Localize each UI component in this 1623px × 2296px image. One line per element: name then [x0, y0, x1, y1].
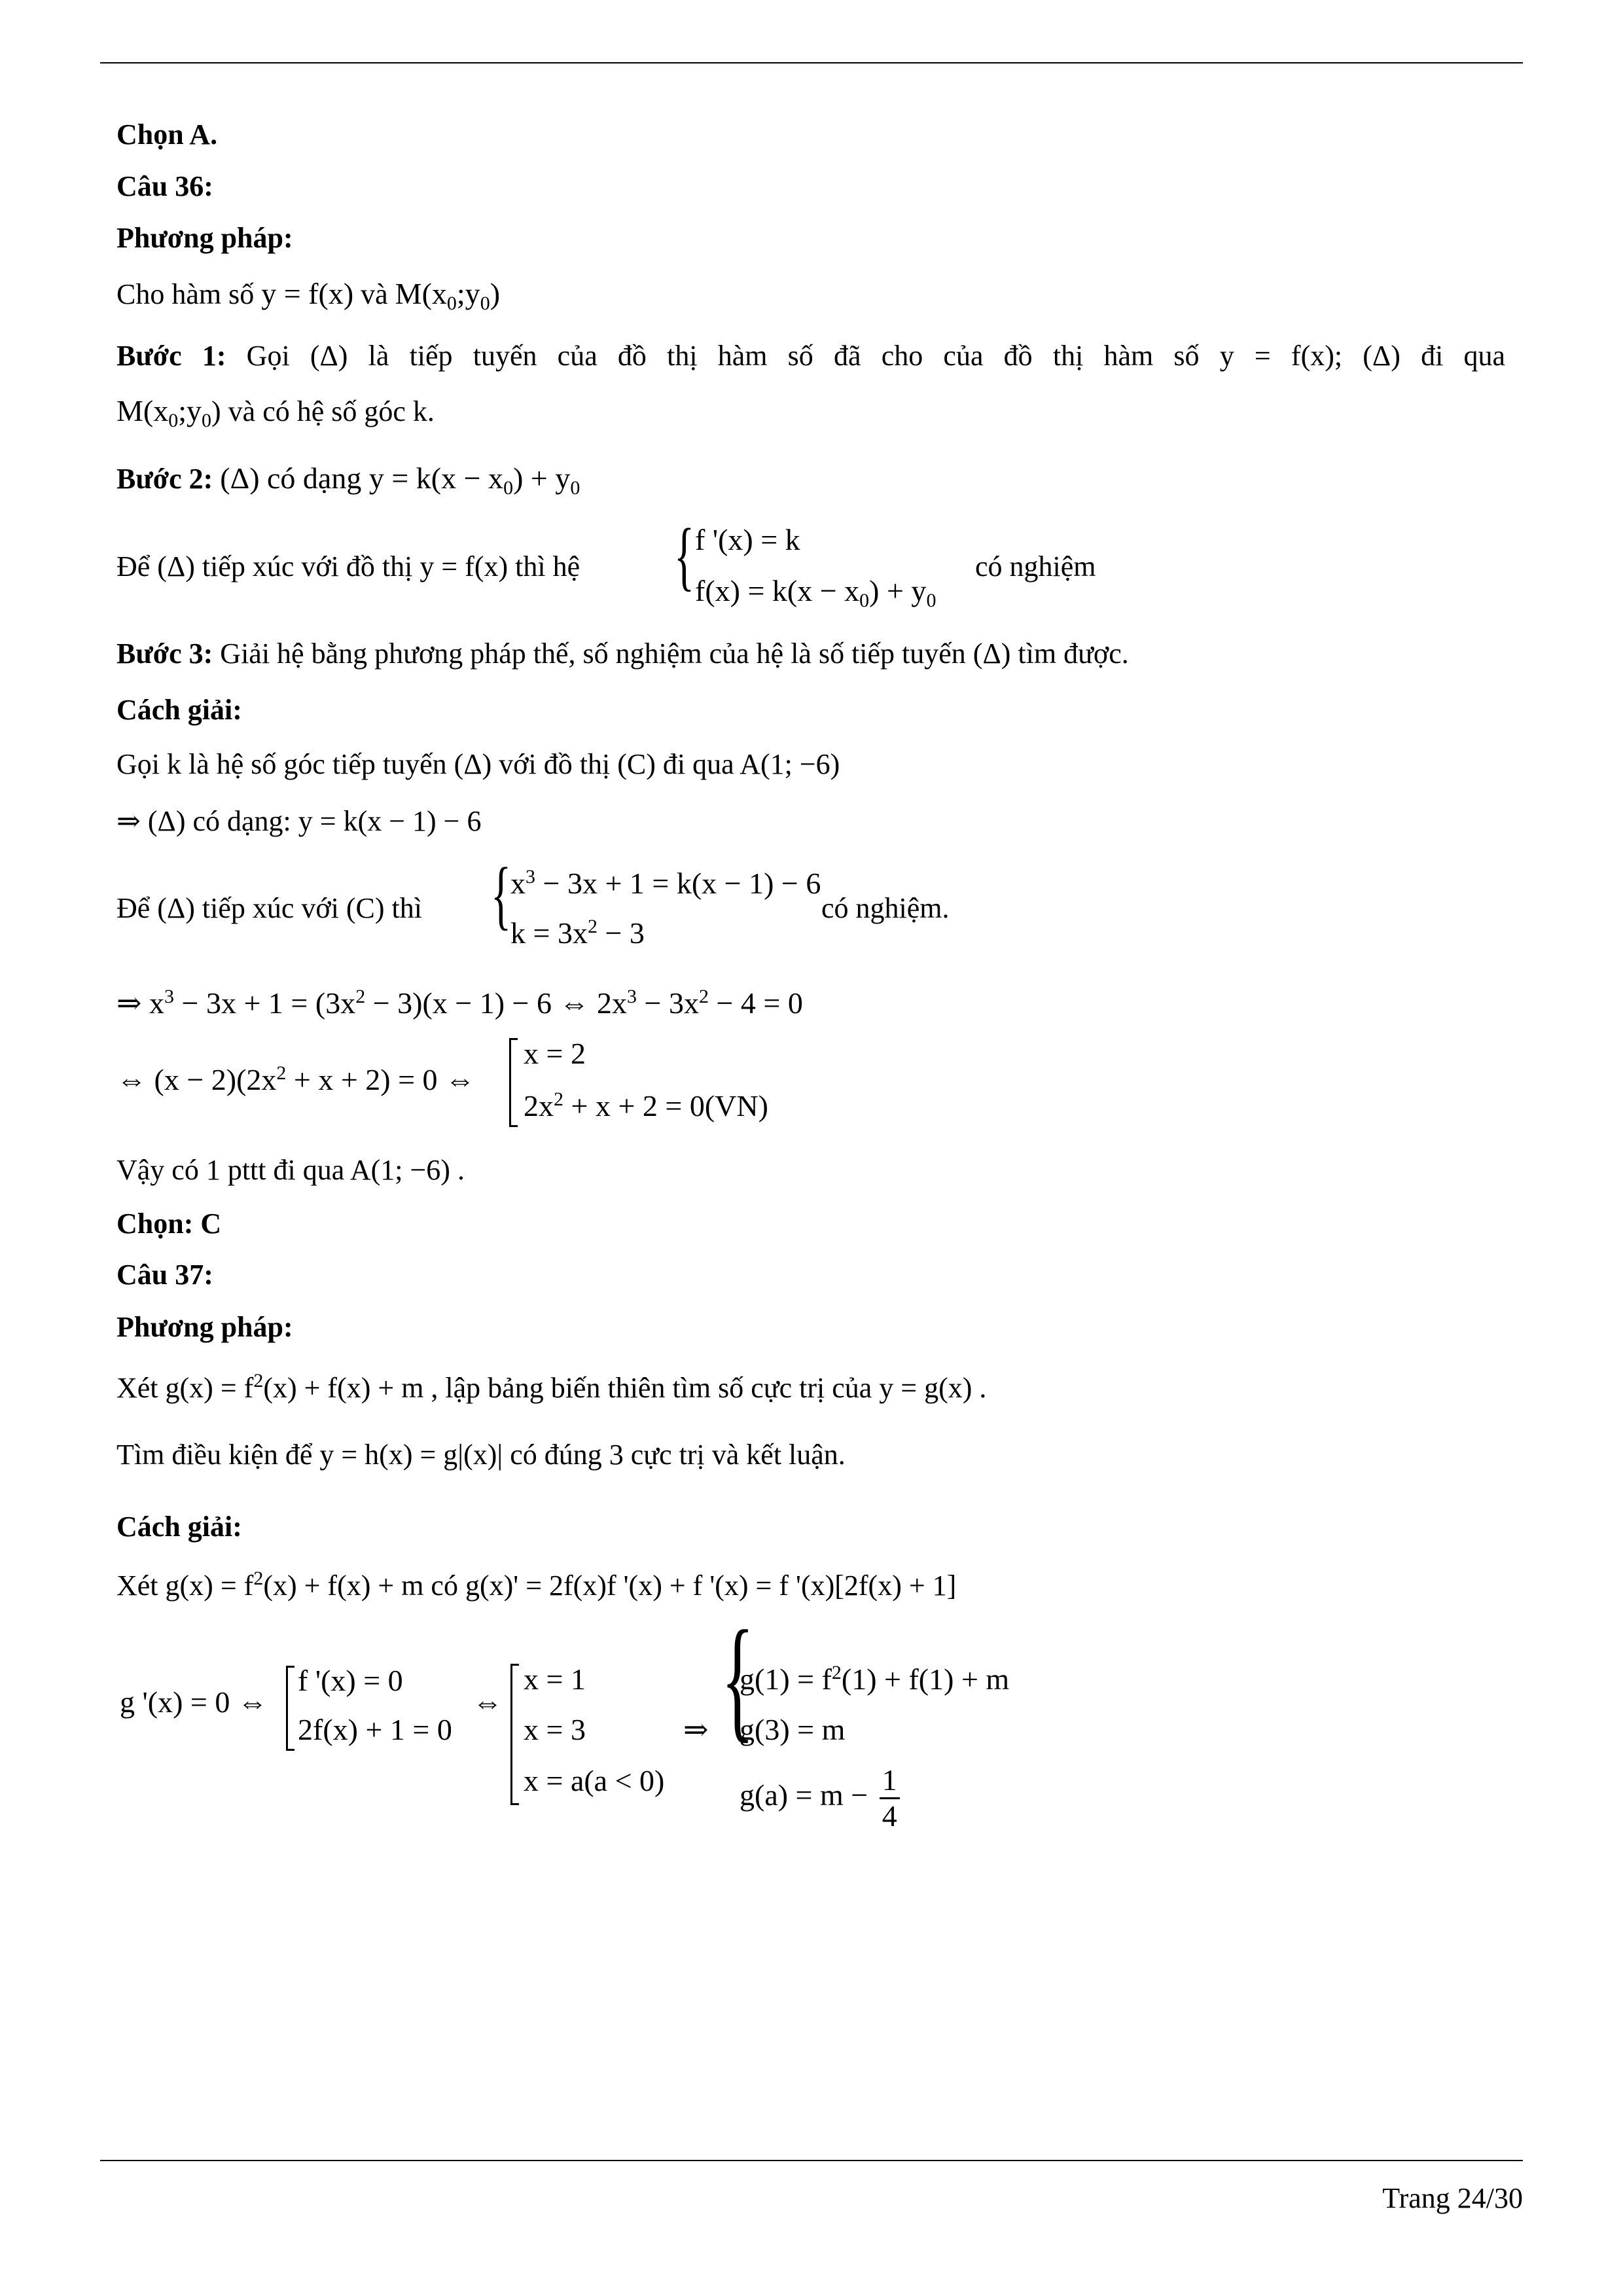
q36-solution-line1: Gọi k là hệ số góc tiếp tuyến (Δ) với đồ thị (C) đi qua A(1; −6): [116, 748, 840, 780]
q37-result-brace: {: [721, 1603, 755, 1755]
q36-method-heading: Phương pháp:: [116, 222, 293, 254]
header-rule: [100, 62, 1523, 63]
q37-derivative-lhs: g '(x) = 0 ⇔: [120, 1685, 268, 1719]
q36-case1: x = 2: [524, 1037, 586, 1070]
q36-system2-line2: $k = 3x^2 - 3$: [510, 916, 645, 950]
q36-system-brace: {: [674, 512, 695, 598]
q37-bracket1: [286, 1666, 294, 1751]
q36-system2-brace: {: [491, 852, 512, 937]
q36-step2: Bước 2: (Δ) có dạng $y = k(x - x_0) + y_0$: [116, 461, 580, 499]
q36-system-line2: $f(x) = k(x - x_0) + y_0$: [695, 574, 936, 611]
q37-method-heading: Phương pháp:: [116, 1311, 293, 1343]
page-number: Trang 24/30: [1382, 2182, 1523, 2214]
q37-method-line1: Xét $g(x) = f^2(x) + f(x) + m$ , lập bảng biến thiên tìm số cực trị của y = g(x) .: [116, 1370, 987, 1404]
q36-tangent-condition: Để (Δ) tiếp xúc với đồ thị y = f(x) thì hệ: [116, 550, 580, 583]
q36-step1: Bước 1: Gọi (Δ) là tiếp tuyến của đồ thị hàm số đã cho của đồ thị hàm số y = f(x); (Δ) đi qua: [116, 340, 1506, 372]
q37-fraction: $\frac{1}{4}$: [880, 1763, 900, 1833]
q37-result3: g(a) = m − $\frac{1}{4}$: [740, 1763, 900, 1833]
q36-solution-line2: ⇒ (Δ) có dạng: y = k(x − 1) − 6: [116, 805, 482, 837]
q37-case-a2: 2f(x) + 1 = 0: [298, 1713, 452, 1746]
q37-case-b3: x = a(a < 0): [524, 1764, 665, 1797]
q37-implies: ⇒: [683, 1713, 709, 1746]
q36-system2-line1: $x^3 - 3x + 1 = k(x - 1) - 6$: [510, 866, 821, 900]
q36-conclusion: Vậy có 1 pttt đi qua A(1; −6) .: [116, 1154, 465, 1186]
q36-case2: $2x^2 + x + 2 = 0(VN)$: [524, 1088, 768, 1122]
q37-result2: g(3) = m: [740, 1713, 846, 1746]
q37-method-line2: Tìm điều kiện để y = h(x) = g|(x)| có đúng 3 cực trị và kết luận.: [116, 1439, 846, 1471]
q36-condition-end: có nghiệm.: [821, 892, 950, 924]
q37-iff: ⇔: [473, 1685, 503, 1719]
q37-case-b2: x = 3: [524, 1713, 586, 1746]
q36-answer: Chọn: C: [116, 1208, 222, 1240]
q37-case-a1: f '(x) = 0: [298, 1664, 403, 1697]
prev-answer: Chọn A.: [116, 118, 218, 151]
q37-title: Câu 37:: [116, 1259, 213, 1291]
q36-step1-cont: $M(x_0;y_0)$ và có hệ số góc k.: [116, 394, 435, 431]
q37-bracket2: [510, 1664, 519, 1805]
q36-solution-heading: Cách giải:: [116, 694, 242, 726]
q36-title: Câu 36:: [116, 170, 213, 202]
q36-intro: Cho hàm số y = f(x) và $M(x_0;y_0)$: [116, 277, 501, 314]
q37-solution-heading: Cách giải:: [116, 1511, 242, 1543]
q36-equation2-bracket: [509, 1038, 518, 1127]
q37-solution-line1: Xét $g(x) = f^2(x) + f(x) + m$ có g(x)' = 2f(x)f '(x) + f '(x) = f '(x)[2f(x) + 1]: [116, 1568, 957, 1602]
q36-equation2: ⇔ $(x - 2)(2x^2 + x + 2) = 0$ ⇔: [116, 1062, 476, 1096]
q36-condition: Để (Δ) tiếp xúc với (C) thì: [116, 892, 423, 924]
q36-system-line1: f '(x) = k: [695, 523, 800, 556]
q36-has-solution: có nghiệm: [975, 550, 1096, 583]
footer-rule: [100, 2160, 1523, 2161]
q37-case-b1: x = 1: [524, 1662, 586, 1696]
q36-step3: Bước 3: Giải hệ bằng phương pháp thế, số nghiệm của hệ là số tiếp tuyến (Δ) tìm được.: [116, 637, 1129, 670]
q37-result1: $g(1) = f^2(1) + f(1) + m$: [740, 1662, 1010, 1696]
q36-equation1: ⇒ $x^3 - 3x + 1 = (3x^2 - 3)(x - 1) - 6$ ⇔ $2x^3 - 3x^2 - 4 = 0$: [116, 986, 803, 1020]
